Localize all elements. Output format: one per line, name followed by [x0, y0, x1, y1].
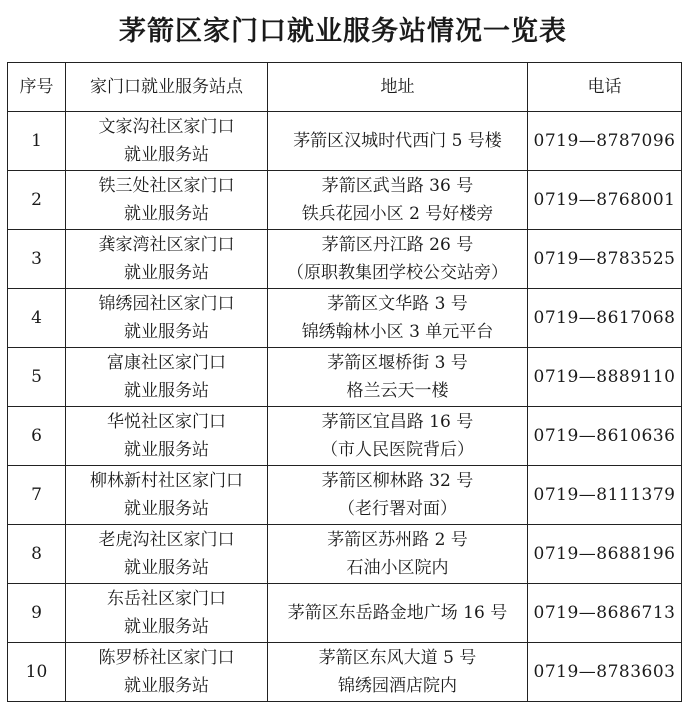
cell-no: 3 — [8, 230, 66, 289]
cell-no: 6 — [8, 407, 66, 466]
cell-address — [268, 112, 528, 171]
address-line: 茅箭区东风大道 5 号 — [318, 648, 477, 668]
station-name-line: 龚家湾社区家门口 — [98, 235, 235, 255]
cell-no: 8 — [8, 525, 66, 584]
cell-address — [268, 466, 528, 525]
station-name-line: 就业服务站 — [124, 440, 209, 460]
address-line: 铁兵花园小区 2 号好楼旁 — [301, 204, 494, 224]
table-row — [8, 171, 682, 230]
cell-phone: 0719—8783603 — [528, 643, 682, 702]
cell-no: 2 — [8, 171, 66, 230]
cell-address — [268, 230, 528, 289]
cell-address — [268, 289, 528, 348]
page-title: 茅箭区家门口就业服务站情况一览表 — [119, 16, 567, 47]
address-line: 茅箭区苏州路 2 号 — [327, 530, 468, 550]
cell-station-name — [66, 466, 268, 525]
station-name-line: 陈罗桥社区家门口 — [98, 648, 235, 668]
station-name-line: 就业服务站 — [124, 617, 209, 637]
table-row — [8, 584, 682, 643]
address-line: 茅箭区宜昌路 16 号 — [321, 412, 474, 432]
cell-phone: 0719—8111379 — [528, 466, 682, 525]
table-row — [8, 289, 682, 348]
table-row — [8, 407, 682, 466]
header-row — [8, 63, 682, 112]
station-name-line: 就业服务站 — [124, 381, 209, 401]
station-name-line: 就业服务站 — [124, 676, 209, 696]
cell-no: 9 — [8, 584, 66, 643]
address-line: 锦绣园酒店院内 — [338, 676, 457, 696]
station-name-line: 就业服务站 — [124, 263, 209, 283]
address-line: 茅箭区东岳路金地广场 16 号 — [287, 603, 508, 623]
address-line: 格兰云天一楼 — [346, 381, 449, 401]
cell-phone: 0719—8686713 — [528, 584, 682, 643]
cell-no: 10 — [8, 643, 66, 702]
table-row — [8, 466, 682, 525]
address-line: 茅箭区汉城时代西门 5 号楼 — [293, 131, 502, 151]
table-header — [8, 63, 682, 112]
cell-address — [268, 407, 528, 466]
cell-station-name — [66, 289, 268, 348]
station-name-line: 东岳社区家门口 — [107, 589, 226, 609]
station-name-line: 富康社区家门口 — [107, 353, 226, 373]
cell-address — [268, 348, 528, 407]
cell-station-name — [66, 643, 268, 702]
cell-station-name — [66, 407, 268, 466]
address-line: 石油小区院内 — [346, 558, 449, 578]
station-name-line: 老虎沟社区家门口 — [98, 530, 235, 550]
station-name-line: 柳林新村社区家门口 — [90, 471, 243, 491]
table-body — [8, 112, 682, 702]
address-line: 茅箭区堰桥街 3 号 — [327, 353, 468, 373]
header-phone: 电话 — [528, 63, 682, 112]
header-no: 序号 — [8, 63, 66, 112]
address-line: 茅箭区文华路 3 号 — [327, 294, 468, 314]
address-line: （老行署对面） — [338, 499, 457, 519]
table-row — [8, 230, 682, 289]
station-name-line: 就业服务站 — [124, 499, 209, 519]
cell-address — [268, 171, 528, 230]
cell-station-name — [66, 584, 268, 643]
header-station-name: 家门口就业服务站点 — [66, 63, 268, 112]
cell-no: 7 — [8, 466, 66, 525]
cell-address — [268, 584, 528, 643]
cell-no: 4 — [8, 289, 66, 348]
stations-table — [7, 62, 682, 702]
cell-station-name — [66, 230, 268, 289]
cell-address — [268, 643, 528, 702]
address-line: （原职教集团学校公交站旁） — [287, 263, 508, 283]
address-line: 锦绣翰林小区 3 单元平台 — [301, 322, 494, 342]
address-line: 茅箭区武当路 36 号 — [321, 176, 474, 196]
cell-phone: 0719—8768001 — [528, 171, 682, 230]
station-name-line: 锦绣园社区家门口 — [98, 294, 235, 314]
station-name-line: 文家沟社区家门口 — [98, 117, 235, 137]
cell-station-name — [66, 348, 268, 407]
cell-phone: 0719—8688196 — [528, 525, 682, 584]
address-line: （市人民医院背后） — [321, 440, 474, 460]
cell-station-name — [66, 525, 268, 584]
cell-phone: 0719—8787096 — [528, 112, 682, 171]
cell-phone: 0719—8889110 — [528, 348, 682, 407]
table-row — [8, 525, 682, 584]
station-name-line: 就业服务站 — [124, 145, 209, 165]
table-row — [8, 348, 682, 407]
cell-phone: 0719—8783525 — [528, 230, 682, 289]
station-name-line: 就业服务站 — [124, 322, 209, 342]
table-row — [8, 643, 682, 702]
station-name-line: 铁三处社区家门口 — [98, 176, 235, 196]
cell-station-name — [66, 112, 268, 171]
cell-no: 1 — [8, 112, 66, 171]
header-address: 地址 — [268, 63, 528, 112]
cell-address — [268, 525, 528, 584]
cell-phone: 0719—8610636 — [528, 407, 682, 466]
station-name-line: 华悦社区家门口 — [107, 412, 226, 432]
table-row — [8, 112, 682, 171]
station-name-line: 就业服务站 — [124, 558, 209, 578]
cell-no: 5 — [8, 348, 66, 407]
cell-station-name — [66, 171, 268, 230]
address-line: 茅箭区丹江路 26 号 — [321, 235, 474, 255]
station-name-line: 就业服务站 — [124, 204, 209, 224]
cell-phone: 0719—8617068 — [528, 289, 682, 348]
address-line: 茅箭区柳林路 32 号 — [321, 471, 474, 491]
